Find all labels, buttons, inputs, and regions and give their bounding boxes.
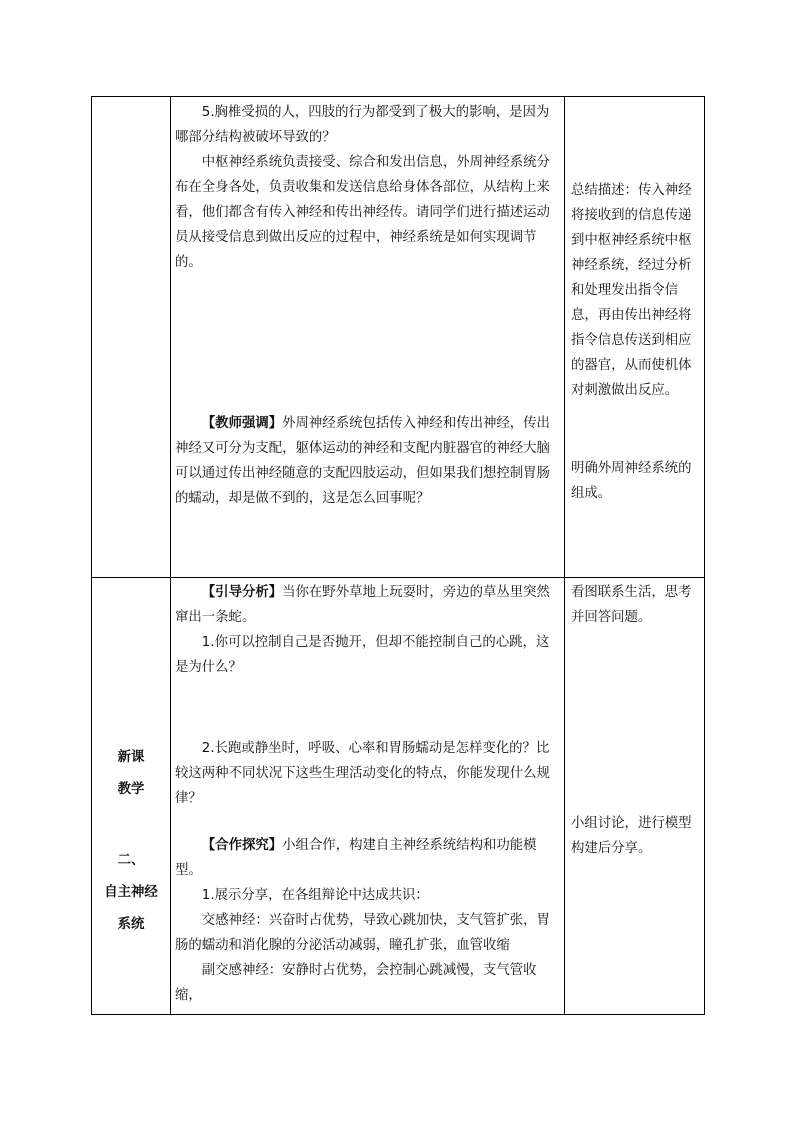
stage-cell <box>92 97 171 578</box>
stage-cell <box>92 578 171 1015</box>
question-1: 1.你可以控制自己是否抛开，但却不能控制自己的心跳，这是为什么？ <box>175 635 550 675</box>
teacher-activity-cell <box>171 97 565 578</box>
coop-tag: 【合作探究】 <box>201 838 283 853</box>
table-row <box>92 97 705 578</box>
group-text: 小组讨论，进行模型构建后分享。 <box>571 816 692 856</box>
section-title-line2: 系统 <box>117 917 145 932</box>
student-activity-cell <box>565 578 705 1015</box>
clarify-text: 明确外周神经系统的组成。 <box>571 461 692 501</box>
coop-paragraph <box>171 833 564 883</box>
parasympathetic-line: 副交感神经：安静时占优势，会控制心跳减慢，支气管收缩， <box>175 963 537 1003</box>
table-row <box>92 578 705 1015</box>
section-title-line1: 自主神经 <box>104 885 158 900</box>
share-line: 1.展示分享，在各组辩论中达成共识： <box>201 888 429 903</box>
teacher-activity-cell <box>171 578 565 1015</box>
guide-tag: 【引导分析】 <box>201 585 283 600</box>
lesson-plan-table <box>91 96 705 1015</box>
question-5: 5.胸椎受损的人，四肢的行为都受到了极大的影响，是因为哪部分结构被破坏导致的？ <box>175 105 550 145</box>
teacher-emphasis-text: 外周神经系统包括传入神经和传出神经，传出神经又可分为支配，躯体运动的神经和支配内脏器官的神经大脑可以通过传出神经随意的支配四肢运动，但如果我们想控制胃肠的蠕动，却是做不到的，这是怎么回事呢？ <box>175 416 550 506</box>
stage-label-line1: 新课 <box>117 750 145 765</box>
question-2: 2.长跑或静坐时，呼吸、心率和胃肠蠕动是怎样变化的？比较这两种不同状况下这些生理活动变化的特点，你能发现什么规律？ <box>175 741 550 806</box>
teacher-emphasis-paragraph <box>171 411 564 511</box>
teacher-emphasis-tag: 【教师强调】 <box>201 416 283 431</box>
intro-paragraph: 中枢神经系统负责接受、综合和发出信息，外周神经系统分布在全身各处，负责收集和发送信息给身体各部位，从结构上来看，他们都含有传入神经和传出神经传。请同学们进行描述运动员从接受信息到做出反应的过程中，神经系统是如何实现调节的。 <box>175 155 550 270</box>
observe-text: 看图联系生活，思考并回答问题。 <box>571 585 692 625</box>
sympathetic-line: 交感神经：兴奋时占优势，导致心跳加快，支气管扩张，胃肠的蠕动和消化腺的分泌活动减弱，瞳孔扩张，血管收缩 <box>175 913 550 953</box>
guide-text: 当你在野外草地上玩耍时，旁边的草丛里突然窜出一条蛇。 <box>175 585 550 625</box>
summary-text: 总结描述：传入神经将接收到的信息传递到中枢神经系统中枢神经系统，经过分析和处理发出指令信息，再由传出神经将指令信息传送到相应的器官，从而使机体对刺激做出反应。 <box>571 183 692 398</box>
student-activity-cell <box>565 97 705 578</box>
coop-text: 小组合作，构建自主神经系统结构和功能模型。 <box>175 838 537 878</box>
guide-paragraph <box>171 580 564 630</box>
stage-label-line2: 教学 <box>117 782 145 797</box>
section-number: 二、 <box>117 853 145 868</box>
